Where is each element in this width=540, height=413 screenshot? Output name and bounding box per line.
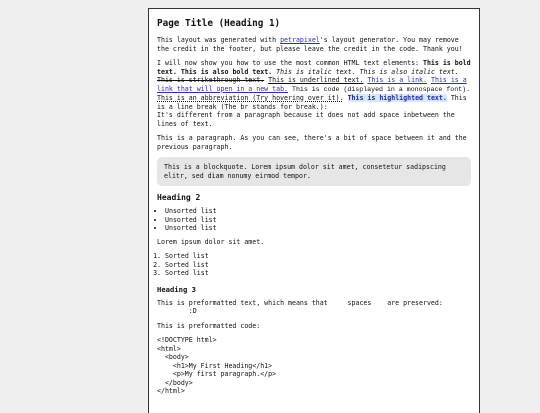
- heading-3: Heading 3: [157, 284, 196, 294]
- unsorted-list: [157, 207, 471, 233]
- lorem-paragraph: Lorem ipsum dolor sit amet.: [157, 237, 265, 246]
- heading-2: Heading 2: [157, 193, 201, 202]
- elements-paragraph: [157, 59, 471, 128]
- list-item: 2. Sorted list: [165, 261, 471, 270]
- abbreviation[interactable]: This is an abbreviation (Try hovering over it).: [157, 94, 344, 102]
- spacing-paragraph: This is a paragraph. As you can see, there's a bit of space between it and the previous paragraph.: [157, 134, 467, 151]
- intro-text-before: This layout was generated with: [157, 36, 281, 44]
- new-tab-link[interactable]: This is a link that will open in a new tab.: [157, 76, 467, 93]
- list-item: 1. Sorted list: [165, 252, 471, 261]
- list-item: • Unsorted list: [165, 207, 471, 216]
- code-text: This is code (displayed in a monospace font).: [292, 85, 471, 93]
- preformatted-code-label: This is preformatted code:: [157, 321, 261, 330]
- blockquote: This is a blockquote. Lorem ipsum dolor sit amet, consetetur sadipscing elitr, sed diam nonumy eirmod tempor.: [157, 157, 471, 186]
- bold-text: This is bold text.: [157, 59, 471, 76]
- list-item: • Unsorted list: [165, 224, 471, 233]
- italic-text-2: This is also italic text.: [359, 67, 459, 76]
- content-page: [148, 8, 480, 413]
- intro-text-after: 's layout generator. You may remove the credit in the footer, but please leave the credit in the code. Thank you!: [157, 36, 463, 53]
- code-block: <!DOCTYPE html> <html> <body> <h1>My First Heading</h1> <p>My first paragraph.</p> </body> </html>: [157, 336, 277, 395]
- strikethrough-text: This is strikethrough text.: [157, 76, 265, 84]
- example-link[interactable]: This is a link.: [367, 76, 427, 84]
- elements-lead: I will now show you how to use the most common HTML text elements:: [157, 59, 423, 67]
- list-item: • Unsorted list: [165, 216, 471, 225]
- preformatted-text: This is preformatted text, which means that spaces are preserved: :D: [157, 298, 443, 315]
- intro-paragraph: [157, 36, 471, 53]
- petrapixel-link[interactable]: petrapixel: [280, 36, 320, 44]
- underlined-text: This is underlined text.: [268, 76, 364, 84]
- list-item: 3. Sorted list: [165, 269, 471, 278]
- line-break-text: This is a line break (The br stands for break.):: [157, 94, 467, 111]
- highlighted-text: This is highlighted text.: [347, 94, 447, 102]
- italic-text: This is italic text.: [276, 67, 356, 76]
- page-title: Page Title (Heading 1): [157, 18, 281, 29]
- sorted-list: [157, 252, 471, 278]
- line-break-continued: It's different from a paragraph because it does not add space inbetween the lines of text.: [157, 111, 455, 128]
- bold-text-2: This is also bold text.: [180, 67, 273, 76]
